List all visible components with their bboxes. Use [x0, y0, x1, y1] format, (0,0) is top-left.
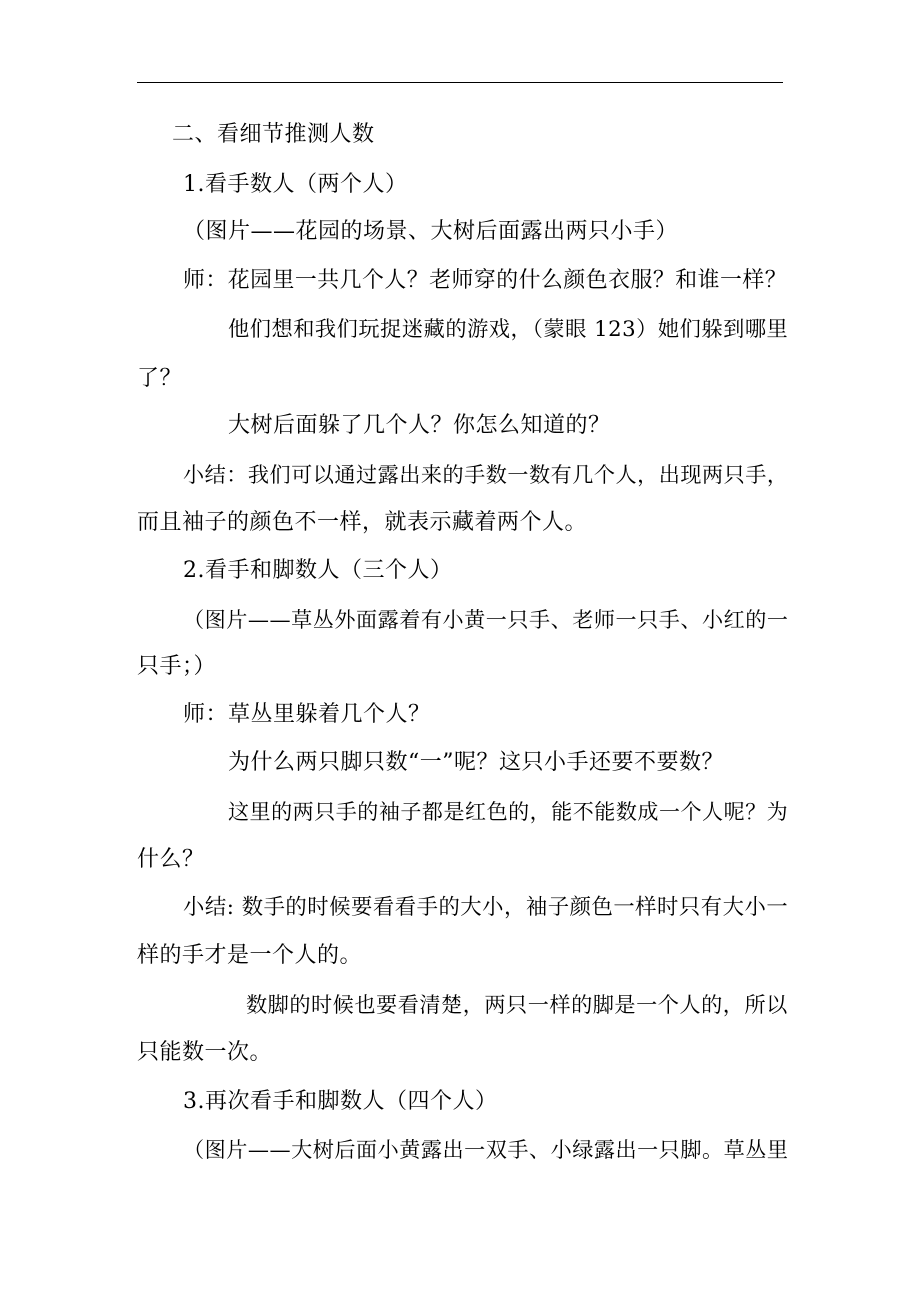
- text-line: 他们想和我们玩捉迷藏的游戏，（蒙眼 123）她们躲到哪里: [228, 317, 789, 342]
- text-line: 师：花园里一共几个人？老师穿的什么颜色衣服？和谁一样？: [183, 268, 788, 293]
- subsection-heading: 3.再次看手和脚数人（四个人）: [183, 1089, 498, 1114]
- text-line: 这里的两只手的袖子都是红色的，能不能数成一个人呢？为: [228, 799, 789, 824]
- header-rule: [137, 82, 783, 83]
- section-heading: 二、看细节推测人数: [172, 122, 375, 147]
- text-line: 什么？: [137, 847, 205, 872]
- text-line: 大树后面躲了几个人？你怎么知道的？: [228, 413, 611, 438]
- text-line: 为什么两只脚只数“一”呢？这只小手还要不要数？: [228, 750, 724, 775]
- text-line: （图片——花园的场景、大树后面露出两只小手）: [183, 219, 679, 244]
- text-line: 数脚的时候也要看清楚，两只一样的脚是一个人的，所以: [246, 992, 788, 1017]
- text-line: 而且袖子的颜色不一样，就表示藏着两个人。: [137, 510, 588, 535]
- text-line: （图片——草丛外面露着有小黄一只手、老师一只手、小红的一: [183, 607, 789, 632]
- text-line: 只手；）: [137, 654, 217, 679]
- text-line: 了？: [137, 366, 183, 391]
- text-line: 师：草丛里躲着几个人？: [183, 702, 431, 727]
- text-line: 小结: 数手的时候要看看手的大小，袖子颜色一样时只有大小一: [183, 895, 789, 920]
- subsection-heading: 2.看手和脚数人（三个人）: [183, 558, 453, 583]
- text-line: 样的手才是一个人的。: [137, 943, 363, 968]
- text-line: （图片——大树后面小黄露出一双手、小绿露出一只脚。草丛里: [183, 1137, 789, 1162]
- subsection-heading: 1.看手数人（两个人）: [183, 172, 408, 197]
- text-line: 只能数一次。: [137, 1040, 273, 1065]
- text-line: 小结：我们可以通过露出来的手数一数有几个人，出现两只手，: [183, 462, 789, 487]
